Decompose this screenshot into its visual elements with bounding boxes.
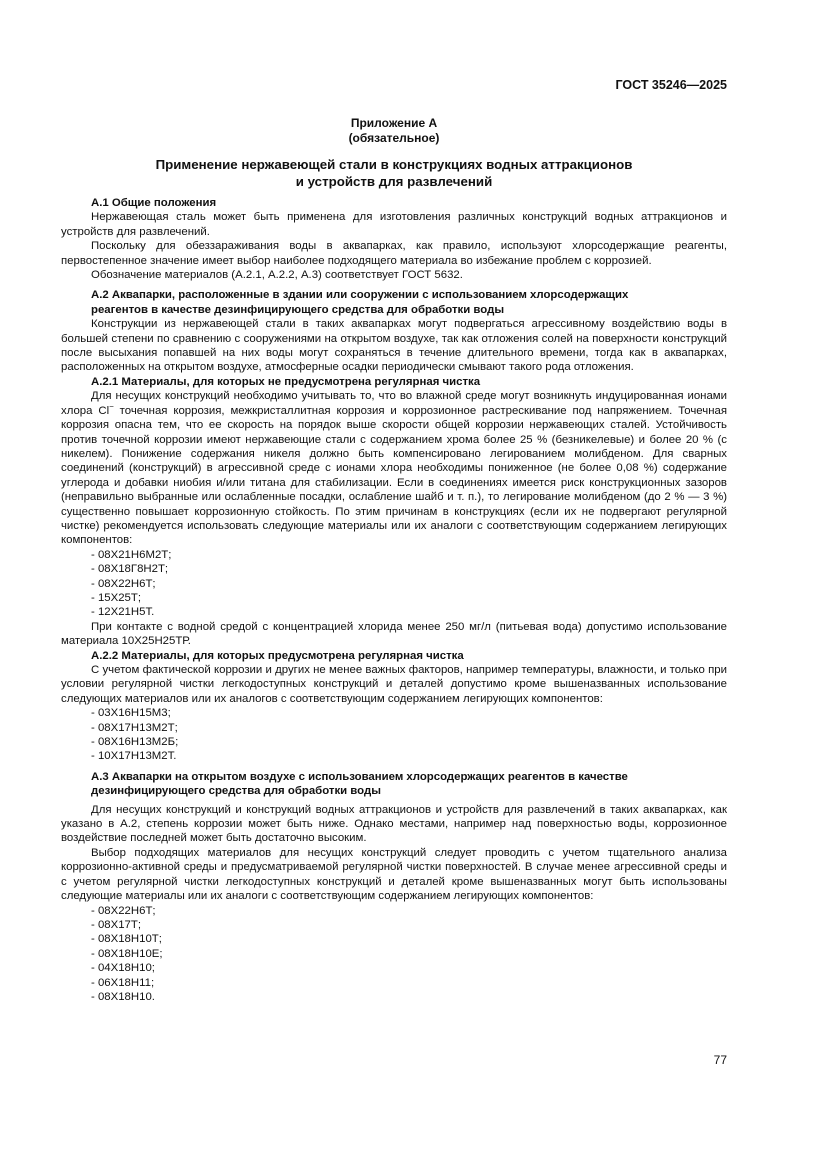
- section-a3-title-line1: А.3 Аквапарки на открытом воздухе с использованием хлорсодержащих реагентов в качестве: [91, 770, 628, 783]
- list-item: - 08Х22Н6Т;: [91, 577, 156, 590]
- list-item: - 08Х22Н6Т;: [91, 904, 156, 917]
- list-item: - 08Х16Н13М2Б;: [91, 736, 179, 749]
- material-list-a3: [61, 904, 727, 1005]
- section-a21-text-part1: Для несущих конструкций необходимо учитывать то, что во влажной среде могут возникнуть индуцированная ионами хлора Cl: [61, 390, 727, 417]
- list-item: - 08Х18Г8Н2Т;: [91, 563, 169, 576]
- annex-heading: [61, 156, 727, 190]
- section-a2-title-line1: А.2 Аквапарки, расположенные в здании или сооружении с использованием хлорсодержащих: [91, 289, 629, 302]
- list-item: - 08Х21Н6М2Т;: [91, 548, 172, 561]
- list-item: - 08Х18Н10Т;: [91, 933, 162, 946]
- annex-heading-line1: Применение нержавеющей стали в конструкциях водных аттракционов: [155, 157, 633, 172]
- annex-status: (обязательное): [348, 131, 440, 145]
- section-a3-paragraph: Выбор подходящих материалов для несущих конструкций следует проводить с учетом тщательного анализа коррозионно-активной среды и предусматриваемой регулярной чистки поверхностей. В случае менее агрессивной среды и с учетом регулярной чистки легкодоступных конструкций и деталей кроме вышеназванных могут быть использованы следующие материалы или их аналоги с соответствующим содержанием легирующих компонентов:: [61, 846, 727, 903]
- material-list-a22: [61, 706, 727, 764]
- list-item: - 15Х25Т;: [91, 591, 142, 604]
- annex-heading-line2: и устройств для развлечений: [295, 174, 493, 189]
- section-a21-paragraph: [61, 389, 727, 547]
- list-item: - 08Х17Н13М2Т;: [91, 721, 178, 734]
- list-item: - 10Х17Н13М2Т.: [91, 750, 177, 763]
- section-a1-paragraph: Поскольку для обеззараживания воды в аквапарках, как правило, используют хлорсодержащие реагенты, первостепенное значение имеет выбор наиболее подходящего материала во избежание проблем с коррозией.: [61, 240, 727, 267]
- list-item: - 06Х18Н11;: [91, 976, 155, 989]
- list-item: - 12Х21Н5Т.: [91, 606, 155, 619]
- section-a21-paragraph: При контакте с водной средой с концентрацией хлорида менее 250 мг/л (питьевая вода) допустимо использование материала 10Х25Н25ТР.: [61, 620, 727, 648]
- section-a2-paragraph: Конструкции из нержавеющей стали в таких аквапарках могут подвергаться агрессивному воздействию воды в большей степени по сравнению с сооружениями на открытом воздухе, так как отложения солей на поверхности конструкций после высыхания попавшей на них воды могут сохраняться в течение длительного времени, тогда как в аквапарках, расположенных на открытом воздухе, атмосферные осадки периодически смывают такого рода отложения.: [61, 318, 727, 374]
- section-a21-title: А.2.1 Материалы, для которых не предусмотрена регулярная чистка: [91, 375, 481, 388]
- section-a22-paragraph: С учетом фактической коррозии и других не менее важных факторов, например температуры, влажности, и только при условии регулярной чистки легкодоступных конструкций и деталей допустимо кроме вышеназванных использование следующих материалов или их аналогов с соответствующим содержанием легирующих компонентов:: [61, 664, 727, 705]
- section-a3-title: [61, 770, 727, 799]
- section-a3-paragraph: Для несущих конструкций и конструкций водных аттракционов и устройств для развлечений в таких аквапарках, как указано в А.2, степень коррозии может быть ниже. Однако местами, например над поверхностью воды, коррозионное воздействие последней может быть достаточно высоким.: [61, 803, 727, 845]
- document-code: ГОСТ 35246—2025: [615, 78, 727, 92]
- section-a3-title-line2: дезинфицирующего средства для обработки воды: [91, 785, 381, 798]
- page-number: 77: [713, 1053, 727, 1067]
- chloride-charge: −: [109, 401, 114, 411]
- section-a22-title: А.2.2 Материалы, для которых предусмотрена регулярная чистка: [91, 649, 464, 662]
- material-list-a21: [61, 548, 727, 620]
- page-content: [61, 116, 727, 1004]
- section-a2-title: [61, 288, 727, 317]
- section-a21-text-part2: точечная коррозия, межкристаллитная коррозия и коррозионное растрескивание под напряжением. Точечная коррозия опасна тем, что ее скорость на порядок выше скорости общей коррозии нержавеющих сталей. Устойчивость против точечной коррозии имеют нержавеющие стали с содержанием хрома более 25 % (безникелевые) и более 20 % (с никелем). Понижение содержания никеля должно быть компенсировано легированием молибденом. Для сварных соединений (конструкций) в агрессивной среде с ионами хлора необходимы пониженное (не более 0,08 %) содержание углерода и добавки ниобия и/или титана для стабилизации. Если в соединениях имеется риск конструкционных зазоров (неправильно выбранные или ослабленные посадки, ослабление шайб и т. п.), то легирование молибденом (до 2 % — 3 %) существенно повышает коррозионную стойкость. По этим причинам в конструкциях (если их не подвергают регулярной чистке) рекомендуется использовать следующие материалы или их аналоги с соответствующим содержанием легирующих компонентов:: [61, 404, 727, 547]
- section-a1-paragraph: Обозначение материалов (А.2.1, А.2.2, А.3) соответствует ГОСТ 5632.: [91, 269, 463, 282]
- section-a1-title: А.1 Общие положения: [91, 197, 217, 209]
- list-item: - 04Х18Н10;: [91, 962, 155, 975]
- section-a2-title-line2: реагентов в качестве дезинфицирующего средства для обработки воды: [91, 303, 505, 316]
- section-a1-paragraph: Нержавеющая сталь может быть применена для изготовления различных конструкций водных аттракционов и устройств для развлечений.: [61, 211, 727, 238]
- list-item: - 03Х16Н15М3;: [91, 707, 171, 720]
- list-item: - 08Х17Т;: [91, 918, 142, 931]
- list-item: - 08Х18Н10Е;: [91, 947, 163, 960]
- annex-title: Приложение А: [350, 116, 438, 130]
- list-item: - 08Х18Н10.: [91, 990, 155, 1003]
